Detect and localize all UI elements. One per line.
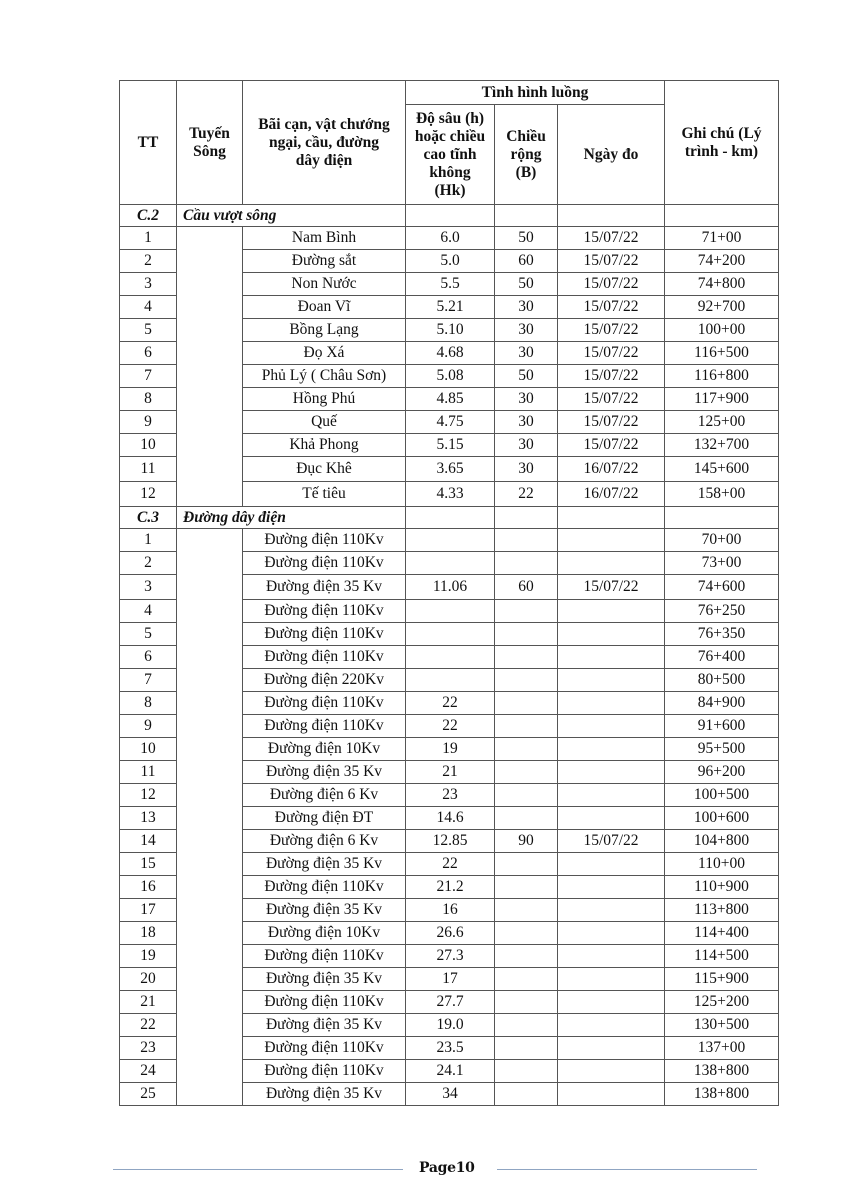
cell-width: 60 — [495, 575, 558, 600]
section-title: Cầu vượt sông — [177, 205, 406, 227]
cell-width: 60 — [495, 250, 558, 273]
cell-tt: 2 — [120, 552, 177, 575]
cell-name: Đường điện 110Kv — [243, 529, 406, 552]
cell-date: 15/07/22 — [558, 830, 665, 853]
cell-width — [495, 738, 558, 761]
cell-river — [177, 227, 243, 507]
cell-depth: 12.85 — [406, 830, 495, 853]
cell-km: 76+400 — [665, 646, 779, 669]
cell-date — [558, 692, 665, 715]
cell-date: 16/07/22 — [558, 457, 665, 482]
cell-width: 30 — [495, 434, 558, 457]
cell-width — [495, 784, 558, 807]
cell-tt: 17 — [120, 899, 177, 922]
section-title: Đường dây điện — [177, 507, 406, 529]
cell-name: Đục Khê — [243, 457, 406, 482]
cell-width — [495, 945, 558, 968]
cell-depth — [406, 669, 495, 692]
cell-depth: 4.33 — [406, 482, 495, 507]
cell-width — [495, 899, 558, 922]
cell-name: Đường điện 110Kv — [243, 623, 406, 646]
cell-depth — [406, 529, 495, 552]
cell-name: Quế — [243, 411, 406, 434]
cell-width — [495, 669, 558, 692]
cell-name: Đường điện 110Kv — [243, 715, 406, 738]
section-header-row — [120, 205, 779, 227]
cell-depth: 6.0 — [406, 227, 495, 250]
cell-date: 15/07/22 — [558, 273, 665, 296]
cell-km: 70+00 — [665, 529, 779, 552]
cell-width — [495, 715, 558, 738]
cell-width: 30 — [495, 457, 558, 482]
cell-width: 50 — [495, 365, 558, 388]
cell-km: 137+00 — [665, 1037, 779, 1060]
cell-date — [558, 715, 665, 738]
cell-name: Khả Phong — [243, 434, 406, 457]
cell-km: 71+00 — [665, 227, 779, 250]
cell-width — [495, 991, 558, 1014]
cell-date — [558, 899, 665, 922]
cell-depth: 5.15 — [406, 434, 495, 457]
cell-km: 114+500 — [665, 945, 779, 968]
cell-width — [495, 623, 558, 646]
cell-tt: 7 — [120, 669, 177, 692]
cell-tt: 11 — [120, 457, 177, 482]
cell-km: 100+600 — [665, 807, 779, 830]
cell-depth: 17 — [406, 968, 495, 991]
cell-tt: 3 — [120, 273, 177, 296]
cell-name: Đường điện ĐT — [243, 807, 406, 830]
cell-date — [558, 552, 665, 575]
cell-width — [495, 968, 558, 991]
cell-date — [558, 876, 665, 899]
cell-km: 115+900 — [665, 968, 779, 991]
cell-name: Đường điện 110Kv — [243, 552, 406, 575]
cell-tt: 10 — [120, 434, 177, 457]
cell-depth: 26.6 — [406, 922, 495, 945]
cell-tt: 12 — [120, 784, 177, 807]
cell-tt: 1 — [120, 227, 177, 250]
cell-tt: 11 — [120, 761, 177, 784]
empty-cell — [558, 507, 665, 529]
cell-name: Hồng Phú — [243, 388, 406, 411]
footer-rule-left — [113, 1169, 403, 1170]
table-body — [120, 205, 779, 1106]
footer-rule-right — [497, 1169, 757, 1170]
header-note: Ghi chú (Lý trình - km) — [665, 81, 779, 205]
cell-date — [558, 646, 665, 669]
cell-km: 110+00 — [665, 853, 779, 876]
cell-date — [558, 922, 665, 945]
cell-width — [495, 1037, 558, 1060]
header-channel-status: Tình hình luồng — [406, 81, 665, 105]
cell-km: 138+800 — [665, 1083, 779, 1106]
cell-date: 15/07/22 — [558, 296, 665, 319]
cell-name: Đường điện 35 Kv — [243, 1083, 406, 1106]
cell-km: 100+00 — [665, 319, 779, 342]
cell-km: 84+900 — [665, 692, 779, 715]
cell-depth: 16 — [406, 899, 495, 922]
cell-name: Đường điện 110Kv — [243, 991, 406, 1014]
cell-name: Đường điện 110Kv — [243, 646, 406, 669]
cell-depth: 34 — [406, 1083, 495, 1106]
cell-km: 74+800 — [665, 273, 779, 296]
cell-km: 104+800 — [665, 830, 779, 853]
cell-tt: 9 — [120, 715, 177, 738]
cell-tt: 6 — [120, 646, 177, 669]
cell-date: 15/07/22 — [558, 227, 665, 250]
cell-date — [558, 945, 665, 968]
table-row — [120, 227, 779, 250]
cell-width — [495, 600, 558, 623]
cell-width — [495, 876, 558, 899]
cell-name: Bồng Lạng — [243, 319, 406, 342]
cell-depth — [406, 552, 495, 575]
cell-depth — [406, 646, 495, 669]
empty-cell — [495, 205, 558, 227]
cell-km: 92+700 — [665, 296, 779, 319]
cell-date: 15/07/22 — [558, 319, 665, 342]
cell-depth: 5.08 — [406, 365, 495, 388]
cell-date — [558, 1014, 665, 1037]
cell-date: 15/07/22 — [558, 434, 665, 457]
cell-km: 113+800 — [665, 899, 779, 922]
cell-width: 90 — [495, 830, 558, 853]
cell-depth: 19 — [406, 738, 495, 761]
cell-tt: 14 — [120, 830, 177, 853]
cell-tt: 24 — [120, 1060, 177, 1083]
cell-tt: 13 — [120, 807, 177, 830]
cell-name: Đường điện 110Kv — [243, 945, 406, 968]
table-row — [120, 529, 779, 552]
cell-depth: 19.0 — [406, 1014, 495, 1037]
cell-date: 15/07/22 — [558, 388, 665, 411]
cell-km: 117+900 — [665, 388, 779, 411]
cell-name: Đoan Vĩ — [243, 296, 406, 319]
cell-depth: 27.7 — [406, 991, 495, 1014]
cell-date — [558, 1060, 665, 1083]
cell-date: 15/07/22 — [558, 342, 665, 365]
cell-depth: 5.0 — [406, 250, 495, 273]
cell-name: Đường điện 10Kv — [243, 922, 406, 945]
cell-date — [558, 1037, 665, 1060]
cell-km: 100+500 — [665, 784, 779, 807]
cell-depth: 14.6 — [406, 807, 495, 830]
cell-tt: 23 — [120, 1037, 177, 1060]
cell-depth: 21.2 — [406, 876, 495, 899]
cell-width: 30 — [495, 319, 558, 342]
empty-cell — [665, 507, 779, 529]
cell-width: 30 — [495, 296, 558, 319]
cell-width: 30 — [495, 388, 558, 411]
page-footer — [113, 1160, 757, 1180]
cell-width — [495, 922, 558, 945]
cell-depth — [406, 600, 495, 623]
cell-depth: 23 — [406, 784, 495, 807]
cell-name: Đường điện 35 Kv — [243, 1014, 406, 1037]
cell-name: Non Nước — [243, 273, 406, 296]
cell-name: Đường điện 10Kv — [243, 738, 406, 761]
cell-tt: 3 — [120, 575, 177, 600]
header-river: Tuyến Sông — [177, 81, 243, 205]
cell-width — [495, 807, 558, 830]
cell-width — [495, 529, 558, 552]
cell-name: Đường điện 6 Kv — [243, 784, 406, 807]
cell-km: 130+500 — [665, 1014, 779, 1037]
cell-tt: 2 — [120, 250, 177, 273]
cell-tt: 12 — [120, 482, 177, 507]
cell-name: Đường điện 35 Kv — [243, 899, 406, 922]
cell-name: Phủ Lý ( Châu Sơn) — [243, 365, 406, 388]
cell-tt: 22 — [120, 1014, 177, 1037]
cell-depth: 4.75 — [406, 411, 495, 434]
cell-width — [495, 853, 558, 876]
cell-km: 125+200 — [665, 991, 779, 1014]
cell-tt: 18 — [120, 922, 177, 945]
cell-tt: 25 — [120, 1083, 177, 1106]
header-tt: TT — [120, 81, 177, 205]
section-code: C.3 — [120, 507, 177, 529]
section-code: C.2 — [120, 205, 177, 227]
cell-width: 50 — [495, 227, 558, 250]
cell-date — [558, 669, 665, 692]
cell-km: 116+800 — [665, 365, 779, 388]
cell-date: 15/07/22 — [558, 365, 665, 388]
cell-river — [177, 529, 243, 1106]
cell-depth: 22 — [406, 715, 495, 738]
header-obstacle: Bãi cạn, vật chướng ngại, cầu, đường dây điện — [243, 81, 406, 205]
cell-name: Đường điện 35 Kv — [243, 853, 406, 876]
cell-depth — [406, 623, 495, 646]
cell-tt: 16 — [120, 876, 177, 899]
empty-cell — [495, 507, 558, 529]
cell-depth: 11.06 — [406, 575, 495, 600]
cell-km: 114+400 — [665, 922, 779, 945]
cell-date — [558, 529, 665, 552]
cell-tt: 4 — [120, 600, 177, 623]
cell-date — [558, 968, 665, 991]
cell-width — [495, 692, 558, 715]
cell-depth: 4.68 — [406, 342, 495, 365]
cell-tt: 5 — [120, 319, 177, 342]
cell-km: 73+00 — [665, 552, 779, 575]
cell-depth: 22 — [406, 853, 495, 876]
cell-depth: 27.3 — [406, 945, 495, 968]
cell-date — [558, 991, 665, 1014]
cell-depth: 23.5 — [406, 1037, 495, 1060]
cell-width — [495, 552, 558, 575]
empty-cell — [406, 507, 495, 529]
cell-date — [558, 623, 665, 646]
empty-cell — [665, 205, 779, 227]
cell-tt: 4 — [120, 296, 177, 319]
cell-km: 138+800 — [665, 1060, 779, 1083]
cell-date: 16/07/22 — [558, 482, 665, 507]
cell-km: 74+600 — [665, 575, 779, 600]
header-width: Chiều rộng (B) — [495, 105, 558, 205]
cell-width — [495, 761, 558, 784]
cell-date: 15/07/22 — [558, 250, 665, 273]
cell-date — [558, 1083, 665, 1106]
cell-tt: 8 — [120, 388, 177, 411]
cell-name: Đường điện 110Kv — [243, 1060, 406, 1083]
cell-date — [558, 807, 665, 830]
cell-name: Đường điện 110Kv — [243, 692, 406, 715]
cell-width — [495, 1083, 558, 1106]
cell-tt: 6 — [120, 342, 177, 365]
cell-tt: 7 — [120, 365, 177, 388]
cell-tt: 8 — [120, 692, 177, 715]
cell-date: 15/07/22 — [558, 411, 665, 434]
cell-width: 30 — [495, 411, 558, 434]
cell-depth: 5.5 — [406, 273, 495, 296]
cell-date — [558, 761, 665, 784]
header-depth: Độ sâu (h) hoặc chiều cao tĩnh không (Hk) — [406, 105, 495, 205]
cell-date — [558, 738, 665, 761]
cell-tt: 21 — [120, 991, 177, 1014]
cell-width: 50 — [495, 273, 558, 296]
cell-width: 30 — [495, 342, 558, 365]
cell-depth: 24.1 — [406, 1060, 495, 1083]
cell-km: 80+500 — [665, 669, 779, 692]
cell-tt: 9 — [120, 411, 177, 434]
page-number: Page10 — [419, 1160, 475, 1176]
cell-width: 22 — [495, 482, 558, 507]
cell-tt: 1 — [120, 529, 177, 552]
cell-tt: 19 — [120, 945, 177, 968]
cell-depth: 22 — [406, 692, 495, 715]
cell-name: Đường điện 6 Kv — [243, 830, 406, 853]
section-header-row — [120, 507, 779, 529]
cell-width — [495, 646, 558, 669]
cell-name: Đường điện 35 Kv — [243, 761, 406, 784]
waterway-obstacles-table — [119, 80, 779, 1106]
cell-width — [495, 1060, 558, 1083]
cell-name: Tế tiêu — [243, 482, 406, 507]
cell-km: 96+200 — [665, 761, 779, 784]
cell-km: 125+00 — [665, 411, 779, 434]
cell-name: Đường điện 220Kv — [243, 669, 406, 692]
cell-date — [558, 600, 665, 623]
cell-depth: 5.21 — [406, 296, 495, 319]
cell-name: Đường điện 110Kv — [243, 600, 406, 623]
cell-km: 74+200 — [665, 250, 779, 273]
cell-km: 76+250 — [665, 600, 779, 623]
table-header — [120, 81, 779, 205]
cell-date — [558, 784, 665, 807]
cell-name: Đường điện 110Kv — [243, 876, 406, 899]
cell-tt: 20 — [120, 968, 177, 991]
cell-depth: 4.85 — [406, 388, 495, 411]
cell-name: Đường điện 35 Kv — [243, 575, 406, 600]
cell-tt: 15 — [120, 853, 177, 876]
cell-km: 110+900 — [665, 876, 779, 899]
cell-km: 158+00 — [665, 482, 779, 507]
cell-tt: 5 — [120, 623, 177, 646]
cell-date — [558, 853, 665, 876]
empty-cell — [406, 205, 495, 227]
cell-date: 15/07/22 — [558, 575, 665, 600]
cell-km: 132+700 — [665, 434, 779, 457]
cell-tt: 10 — [120, 738, 177, 761]
cell-km: 145+600 — [665, 457, 779, 482]
cell-km: 95+500 — [665, 738, 779, 761]
cell-km: 116+500 — [665, 342, 779, 365]
cell-name: Đường điện 110Kv — [243, 1037, 406, 1060]
cell-name: Đường điện 35 Kv — [243, 968, 406, 991]
empty-cell — [558, 205, 665, 227]
cell-depth: 5.10 — [406, 319, 495, 342]
cell-depth: 3.65 — [406, 457, 495, 482]
cell-width — [495, 1014, 558, 1037]
cell-km: 76+350 — [665, 623, 779, 646]
cell-km: 91+600 — [665, 715, 779, 738]
cell-depth: 21 — [406, 761, 495, 784]
cell-name: Đường sắt — [243, 250, 406, 273]
header-date: Ngày đo — [558, 105, 665, 205]
cell-name: Nam Bình — [243, 227, 406, 250]
cell-name: Đọ Xá — [243, 342, 406, 365]
